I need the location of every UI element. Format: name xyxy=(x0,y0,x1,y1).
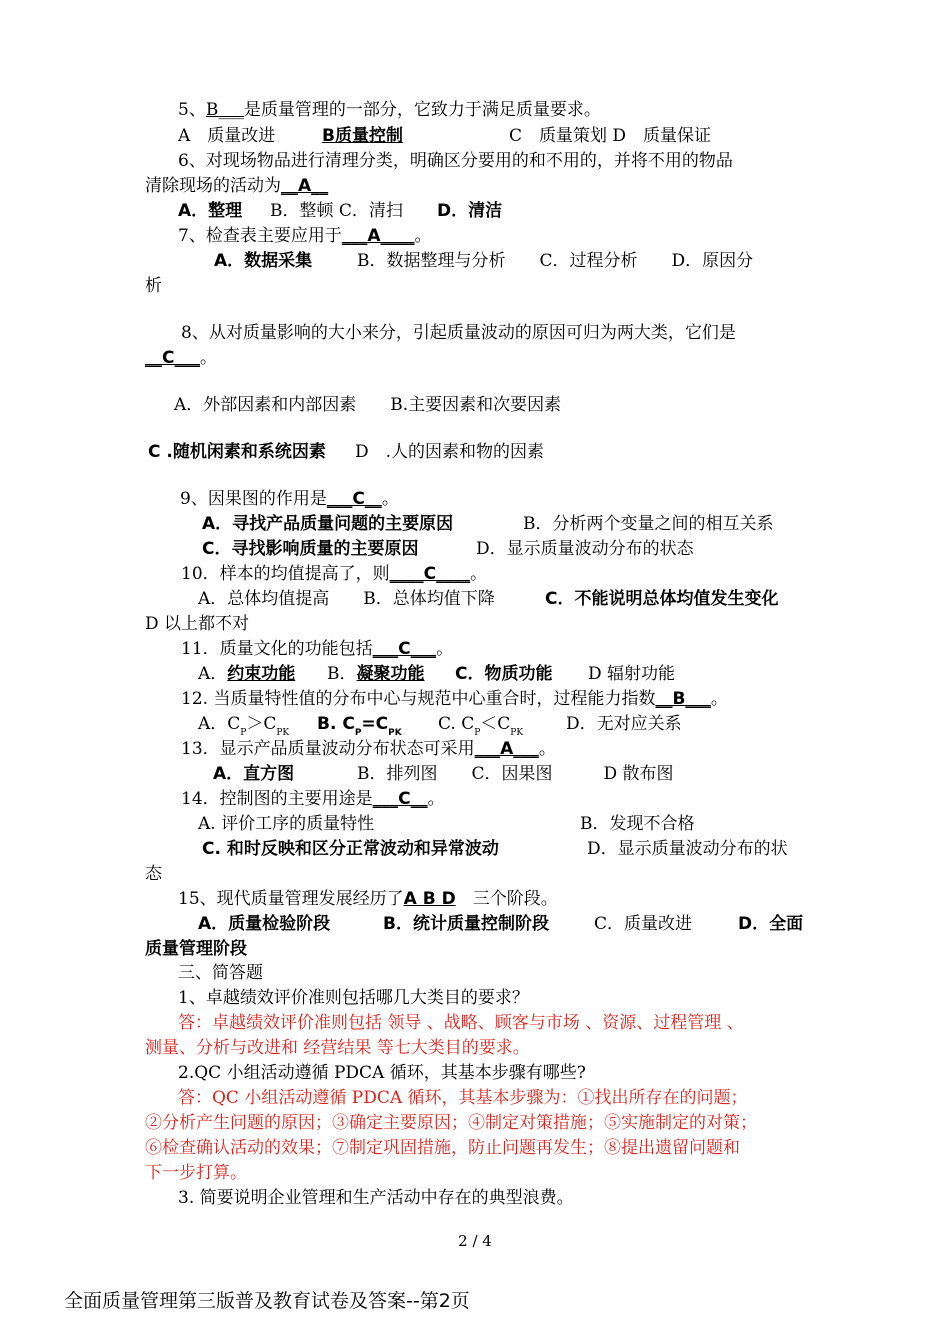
question-5-option-cd: C 质量策划 D 质量保证 xyxy=(509,126,712,146)
question-6-option-a: A．整理 xyxy=(178,201,243,221)
question-8-option-c: C .随机闲素和系统因素 xyxy=(148,442,326,462)
short-question-2: 2.QC 小组活动遵循 PDCA 循环，其基本步骤有哪些? xyxy=(178,1063,586,1083)
answer-blank: ___C__ xyxy=(326,489,382,509)
answer-blank: __C___ xyxy=(145,348,200,368)
question-13-stem: 13．显示产品质量波动分布状态可采用___A___。 xyxy=(181,739,556,759)
question-12-stem: 12. 当质量特性值的分布中心与规范中心重合时，过程能力指数__B___。 xyxy=(181,689,728,709)
short-question-1: 1、卓越绩效评价准则包括哪几大类目的要求？ xyxy=(178,988,529,1008)
question-5-option-a: A 质量改进 xyxy=(178,126,276,146)
question-15-wrap: 质量管理阶段 xyxy=(145,939,247,959)
question-10-option-d: D 以上都不对 xyxy=(145,614,250,634)
question-15-stem: 15、现代质量管理发展经历了A B D 三个阶段。 xyxy=(178,889,558,909)
question-9-option-a: A．寻找产品质量问题的主要原因 xyxy=(202,514,454,534)
section-title: 三、简答题 xyxy=(178,963,263,983)
question-7-wrap: 析 xyxy=(145,276,162,296)
question-8-option-d: D .人的因素和物的因素 xyxy=(355,442,545,462)
short-question-3: 3. 简要说明企业管理和生产活动中存在的典型浪费。 xyxy=(178,1188,574,1208)
question-7-option-a: A．数据采集 xyxy=(214,251,313,271)
question-14-stem: 14．控制图的主要用途是___C__。 xyxy=(181,789,445,809)
answer-blank: ___C___ xyxy=(372,639,437,659)
page-number: 2 / 4 xyxy=(458,1232,492,1250)
question-11-option-d: D 辐射功能 xyxy=(588,664,676,684)
answer-blank: B___ xyxy=(205,100,244,120)
question-14-wrap: 态 xyxy=(145,864,162,884)
question-15-option-a: A．质量检验阶段 xyxy=(198,914,331,934)
question-9-stem: 9、因果图的作用是___C__。 xyxy=(180,489,399,509)
question-13-option-bcd: B．排列图 C．因果图 D 散布图 xyxy=(357,764,674,784)
question-6-stem-wrap: 清除现场的活动为__A__ xyxy=(145,176,329,196)
page-footer: 全面质量管理第三版普及教育试卷及答案--第2页 xyxy=(64,1290,470,1312)
question-9-option-b: B．分析两个变量之间的相互关系 xyxy=(523,514,774,534)
answer-2-line-1: 答：QC 小组活动遵循 PDCA 循环，其基本步骤为：①找出所存在的问题； xyxy=(178,1088,748,1108)
answer-blank: ____C____ xyxy=(389,564,471,584)
question-12-option-a: A．$C_P>C_{PK}$ xyxy=(198,714,290,738)
question-14-option-c: C. 和时反映和区分正常波动和异常波动 xyxy=(202,839,499,859)
question-6-stem: 6、对现场物品进行清理分类，明确区分要用的和不用的，并将不用的物品 xyxy=(178,151,733,171)
question-11-option-c: C．物质功能 xyxy=(455,664,553,684)
question-15-option-d: D．全面 xyxy=(738,914,804,934)
question-9-option-d: D．显示质量波动分布的状态 xyxy=(476,539,694,559)
answer-2-line-3: ⑥检查确认活动的效果；⑦制定巩固措施，防止问题再发生；⑧提出遗留问题和 xyxy=(145,1138,740,1158)
question-12-option-d: D．无对应关系 xyxy=(566,714,682,734)
question-8-stem: 8、从对质量影响的大小来分，引起质量波动的原因可归为两大类，它们是 xyxy=(181,323,736,343)
question-8-answer-line: __C___。 xyxy=(145,348,217,368)
answer-2-line-4: 下一步打算。 xyxy=(145,1163,247,1183)
question-13-option-a: A．直方图 xyxy=(213,764,295,784)
question-11-stem: 11．质量文化的功能包括___C___。 xyxy=(181,639,454,659)
question-14-option-a: A. 评价工序的质量特性 xyxy=(198,814,375,834)
answer-1-line-2: 测量、分析与改进和 经营结果 等七大类目的要求。 xyxy=(145,1038,530,1058)
question-12-option-c: C. $C_P<C_{PK}$ xyxy=(438,714,524,738)
question-14-option-b: B．发现不合格 xyxy=(580,814,695,834)
question-5-option-b: B质量控制 xyxy=(322,126,403,146)
question-11-option-b: B．凝聚功能 xyxy=(327,664,425,684)
question-10-stem: 10．样本的均值提高了，则____C____。 xyxy=(181,564,488,584)
question-9-option-c: C．寻找影响质量的主要原因 xyxy=(202,539,419,559)
question-5-stem: 5、B___是质量管理的一部分，它致力于满足质量要求。 xyxy=(178,100,601,120)
answer-blank: ___C__ xyxy=(372,789,428,809)
question-7-stem: 7、检查表主要应用于___A____。 xyxy=(178,226,432,246)
question-10-option-ab: A．总体均值提高 B．总体均值下降 xyxy=(198,589,495,609)
answer-blank: ___A___ xyxy=(474,739,539,759)
question-6-option-d: D．清洁 xyxy=(437,201,503,221)
answer-blank: A B D xyxy=(403,889,456,909)
answer-blank: __B___ xyxy=(655,689,711,709)
question-12-option-b: B. $C_P=C_{PK}$ xyxy=(317,714,402,738)
answer-blank: ___A____ xyxy=(341,226,415,246)
answer-blank: __A__ xyxy=(281,176,329,196)
question-15-option-b: B．统计质量控制阶段 xyxy=(383,914,549,934)
answer-1-line-1: 答：卓越绩效评价准则包括 领导 、战略、顾客与市场 、资源、过程管理 、 xyxy=(178,1013,744,1033)
question-6-option-bc: B．整顿 C．清扫 xyxy=(270,201,403,221)
question-15-option-c: C．质量改进 xyxy=(594,914,693,934)
question-8-option-ab: A．外部因素和内部因素 B.主要因素和次要因素 xyxy=(174,395,562,415)
question-7-option-bcd: B．数据整理与分析 C．过程分析 D．原因分 xyxy=(357,251,754,271)
answer-2-line-2: ②分析产生问题的原因；③确定主要原因；④制定对策措施；⑤实施制定的对策； xyxy=(145,1113,757,1133)
question-11-option-a: A．约束功能 xyxy=(198,664,296,684)
question-14-option-d: D．显示质量波动分布的状 xyxy=(587,839,788,859)
question-10-option-c: C．不能说明总体均值发生变化 xyxy=(545,589,779,609)
